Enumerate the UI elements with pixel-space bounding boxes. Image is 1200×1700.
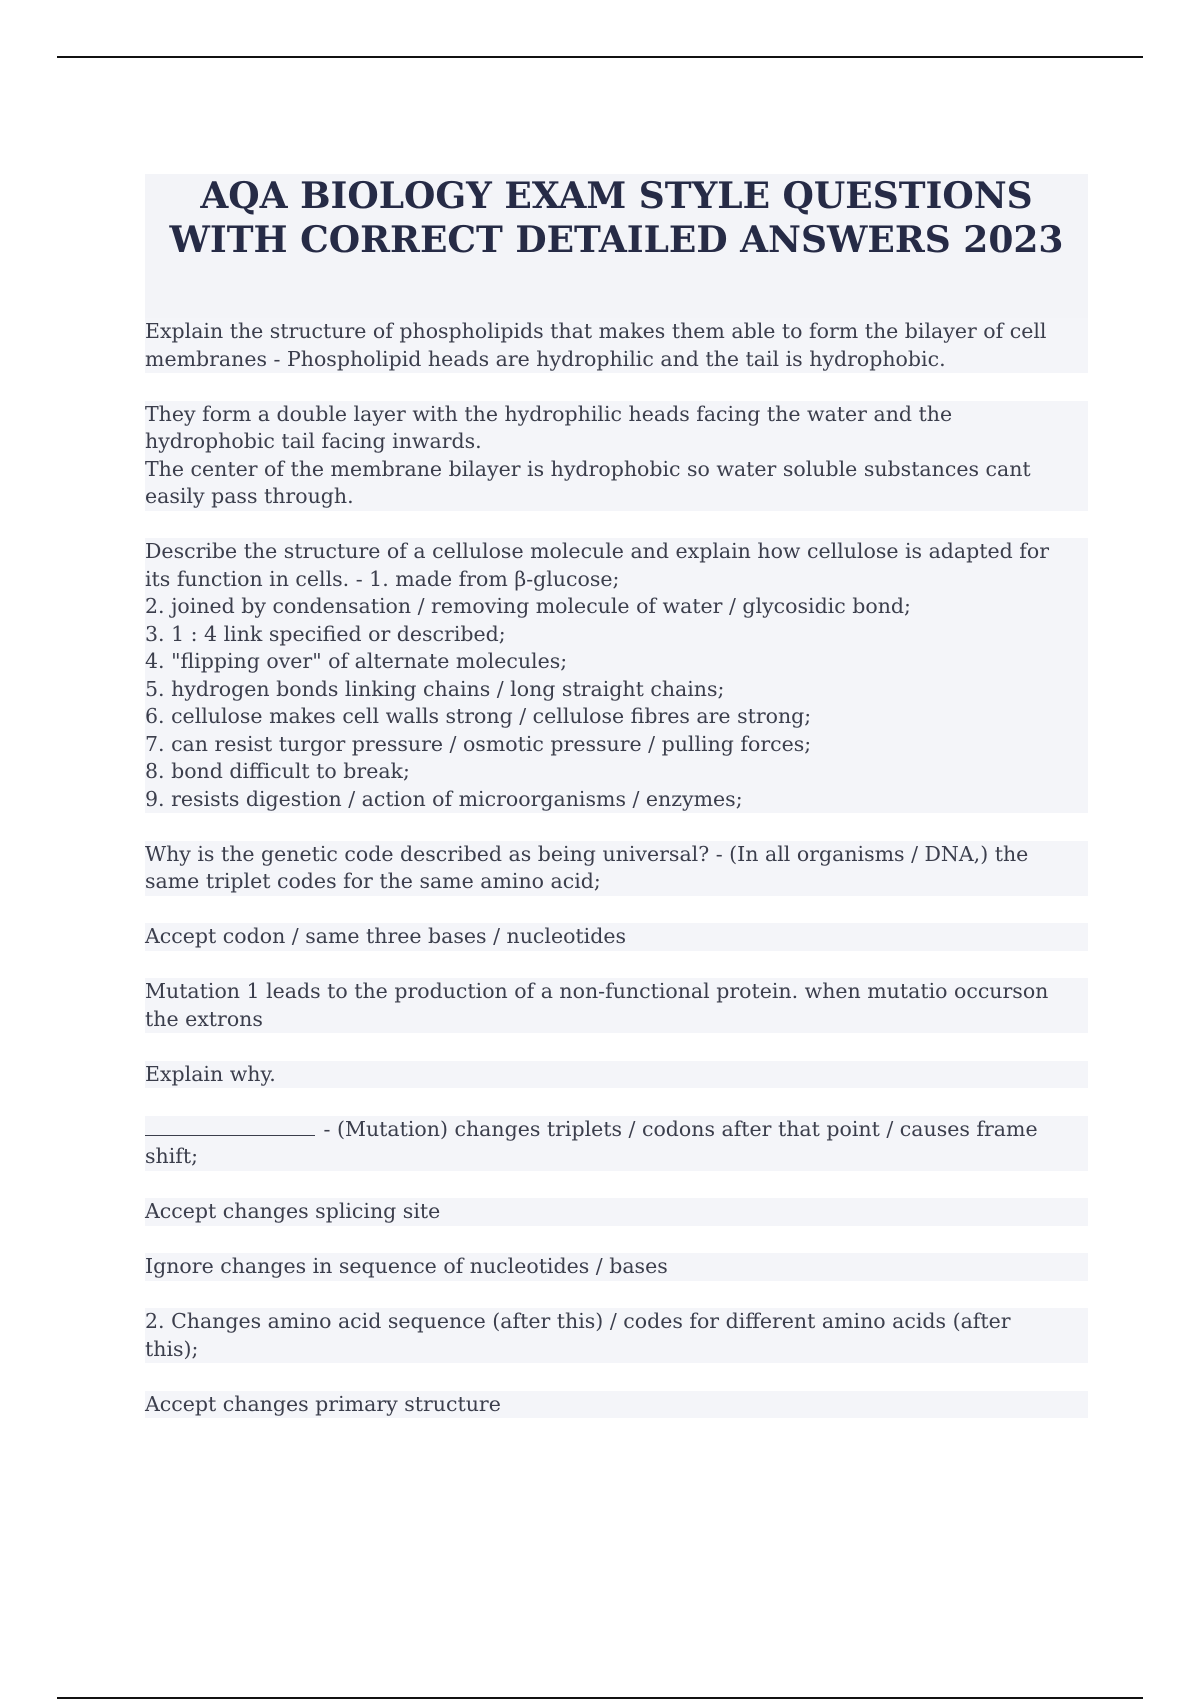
answer-point: 6. cellulose makes cell walls strong / cellulose fibres are strong; [145, 703, 1088, 731]
text-line: membranes - Phospholipid heads are hydrophilic and the tail is hydrophobic. [145, 346, 1088, 374]
top-rule [57, 56, 1143, 58]
answer-point: 4. "flipping over" of alternate molecules; [145, 648, 1088, 676]
text-line: its function in cells. - 1. made from β-glucose; [145, 566, 1088, 594]
text-line [145, 1116, 1088, 1144]
text-line: They form a double layer with the hydrophilic heads facing the water and the [145, 401, 1088, 429]
text-line: Explain why. [145, 1061, 1088, 1089]
page-title-line-2: WITH CORRECT DETAILED ANSWERS 2023 [169, 219, 1064, 261]
text-line: Explain the structure of phospholipids that makes them able to form the bilayer of cell [145, 318, 1088, 346]
text-line: Why is the genetic code described as being universal? - (In all organisms / DNA,) the [145, 841, 1088, 869]
answer-point: 3. 1 : 4 link specified or described; [145, 621, 1088, 649]
bottom-rule [57, 1697, 1143, 1699]
answer-point: 9. resists digestion / action of microorganisms / enzymes; [145, 786, 1088, 814]
answer-point: 2. joined by condensation / removing molecule of water / glycosidic bond; [145, 593, 1088, 621]
answer-text: - (Mutation) changes triplets / codons after that point / causes frame [317, 1116, 1038, 1141]
answer-phospholipids-continued [145, 401, 1088, 511]
question-genetic-code [145, 841, 1088, 896]
text-line: Describe the structure of a cellulose molecule and explain how cellulose is adapted for [145, 538, 1088, 566]
text-line: shift; [145, 1143, 1088, 1171]
answer-mutation-accept-primary [145, 1391, 1088, 1419]
text-line: the extrons [145, 1006, 1088, 1034]
question-phospholipids [145, 318, 1088, 373]
answer-point: 7. can resist turgor pressure / osmotic pressure / pulling forces; [145, 731, 1088, 759]
answer-mutation-accept [145, 1198, 1088, 1226]
question-mutation [145, 978, 1088, 1033]
page-title-line-1: AQA BIOLOGY EXAM STYLE QUESTIONS [200, 175, 1033, 217]
answer-mutation-ignore [145, 1253, 1088, 1281]
text-line: this); [145, 1336, 1088, 1364]
answer-mutation [145, 1116, 1088, 1171]
text-line: Accept changes primary structure [145, 1391, 1088, 1419]
question-mutation-explain [145, 1061, 1088, 1089]
answer-point: 5. hydrogen bonds linking chains / long straight chains; [145, 676, 1088, 704]
text-line: 2. Changes amino acid sequence (after this) / codes for different amino acids (after [145, 1308, 1088, 1336]
text-line: Accept changes splicing site [145, 1198, 1088, 1226]
answer-point: 8. bond difficult to break; [145, 758, 1088, 786]
text-line: same triplet codes for the same amino acid; [145, 868, 1088, 896]
text-line: easily pass through. [145, 483, 1088, 511]
question-cellulose [145, 538, 1088, 813]
text-line: Mutation 1 leads to the production of a non-functional protein. when mutatio occurson [145, 978, 1088, 1006]
answer-blank [145, 1117, 315, 1136]
answer-mutation-point-2 [145, 1308, 1088, 1363]
text-line: Accept codon / same three bases / nucleotides [145, 923, 1088, 951]
text-line: Ignore changes in sequence of nucleotides / bases [145, 1253, 1088, 1281]
answer-genetic-code-accept [145, 923, 1088, 951]
document-body [145, 318, 1088, 1418]
title-banner [145, 174, 1088, 318]
text-line: The center of the membrane bilayer is hydrophobic so water soluble substances cant [145, 456, 1088, 484]
text-line: hydrophobic tail facing inwards. [145, 428, 1088, 456]
